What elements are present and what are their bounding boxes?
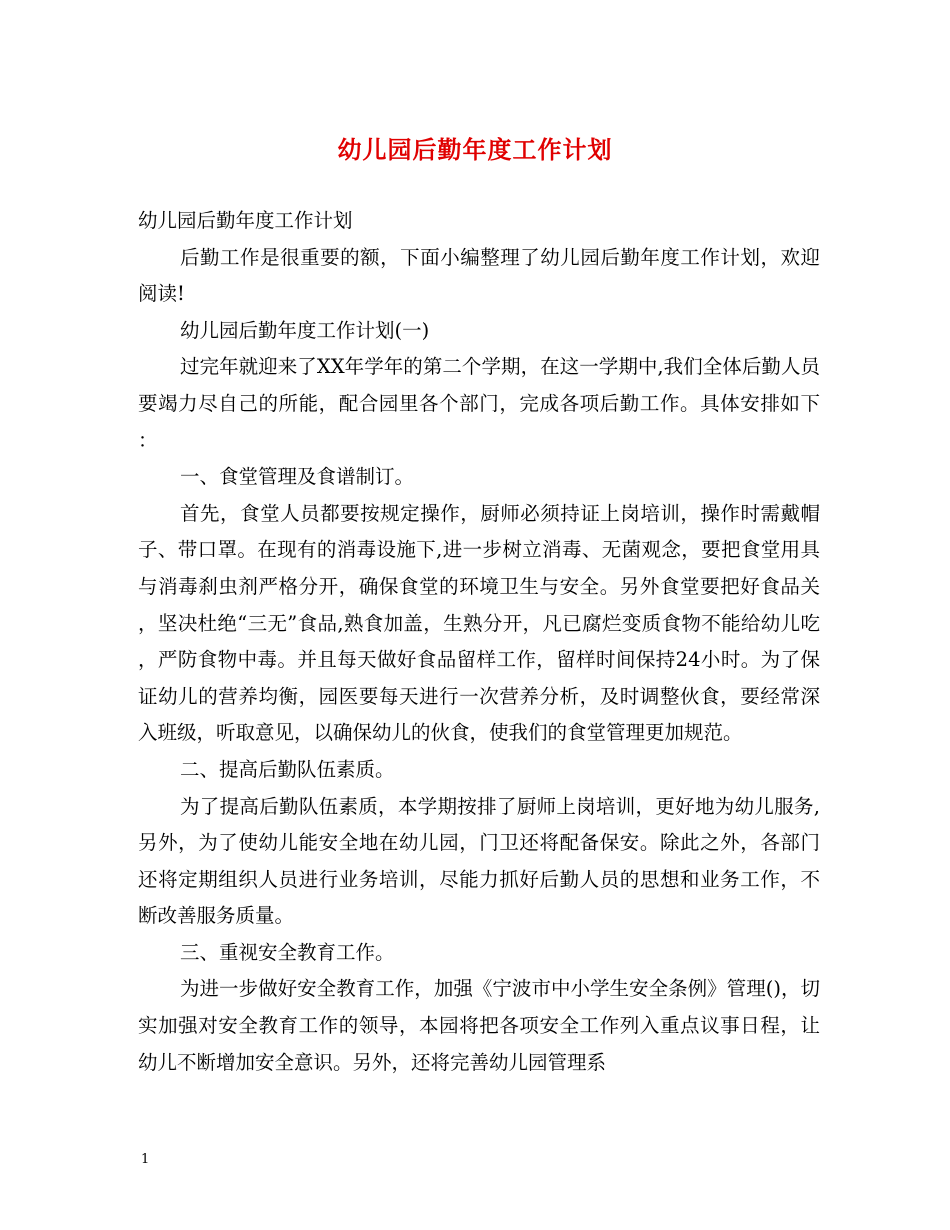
section-heading-safety: 三、重视安全教育工作。 <box>180 940 395 964</box>
safety-paragraph: 为进一步做好安全教育工作，加强《宁波市中小学生安全条例》管理()，切实加强对安全教育工作的领导，本园将把各项安全工作列入重点议事日程，让幼儿不断增加安全意识。另外，还将完善幼儿园管理系 <box>138 977 820 1074</box>
section-heading-canteen: 一、食堂管理及食谱制订。 <box>180 465 415 489</box>
staff-paragraph: 为了提高后勤队伍素质，本学期按排了厨师上岗培训，更好地为幼儿服务,另外，为了使幼儿能安全地在幼儿园，门卫还将配备保安。除此之外，各部门还将定期组织人员进行业务培训，尽能力抓好后勤人员的思想和业务工作，不断改善服务质量。 <box>138 794 820 928</box>
section-heading-plan-one: 幼儿园后勤年度工作计划(一) <box>180 318 430 342</box>
document-title: 幼儿园后勤年度工作计划 <box>337 135 613 164</box>
section-heading-staff: 二、提高后勤队伍素质。 <box>180 757 395 781</box>
document-body <box>138 203 820 1081</box>
intro-paragraph: 后勤工作是很重要的额，下面小编整理了幼儿园后勤年度工作计划，欢迎阅读! <box>138 245 820 306</box>
body-heading: 幼儿园后勤年度工作计划 <box>138 209 353 232</box>
page-number: 1 <box>141 1152 150 1167</box>
canteen-paragraph: 首先，食堂人员都要按规定操作，厨师必须持证上岗培训，操作时需戴帽子、带口罩。在现有的消毒设施下,进一步树立消毒、无菌观念，要把食堂用具与消毒刹虫剂严格分开，确保食堂的环境卫生与安全。另外食堂要把好食品关，坚决杜绝“三无”食品,熟食加盖，生熟分开，凡已腐烂变质食物不能给幼儿吃，严防食物中毒。并且每天做好食品留样工作，留样时间保持24小时。为了保证幼儿的营养均衡，园医要每天进行一次营养分析，及时调整伙食，要经常深入班级，听取意见，以确保幼儿的伙食，使我们的食堂管理更加规范。 <box>138 501 820 745</box>
overview-paragraph: 过完年就迎来了XX年学年的第二个学期，在这一学期中,我们全体后勤人员要竭力尽自己的所能，配合园里各个部门，完成各项后勤工作。具体安排如下： <box>138 355 820 452</box>
